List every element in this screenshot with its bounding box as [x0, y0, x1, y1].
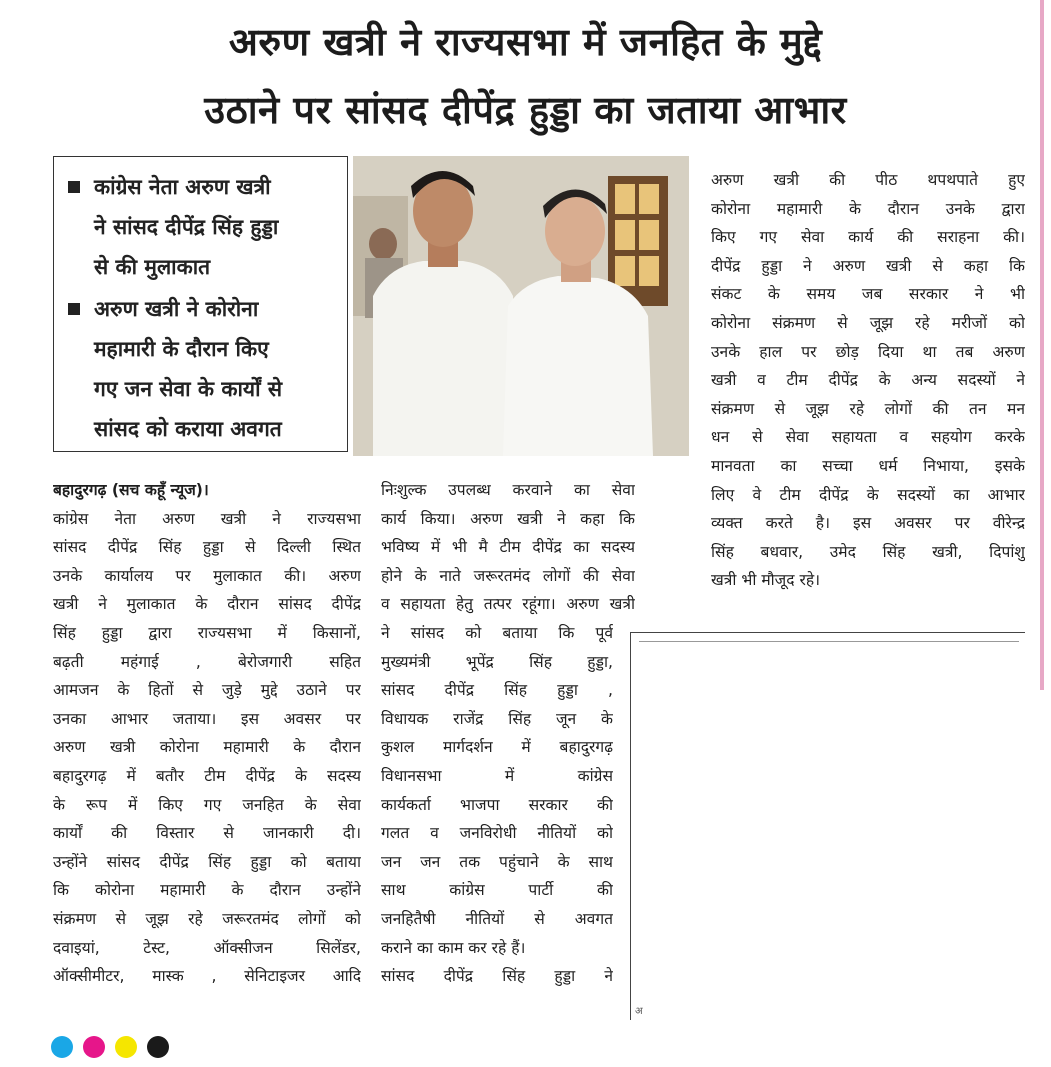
article-line: सांसद दीपेंद्र सिंह हुड्डा ने: [381, 967, 613, 986]
article-line: जनहितैषी नीतियों से अवगत: [381, 909, 613, 928]
article-line: अरुण खत्री की पीठ थपथपाते हुए: [711, 171, 1025, 189]
article-line: गलत व जनविरोधी नीतियों को: [381, 824, 613, 843]
article-line: कुशल मार्गदर्शन में बहादुरगढ़: [381, 738, 613, 757]
article-line: निःशुल्क उपलब्ध करवाने का सेवा: [381, 481, 635, 499]
black-dot-icon: [147, 1036, 169, 1058]
article-line: कांग्रेस नेता अरुण खत्री ने राज्यसभा: [53, 509, 361, 528]
square-bullet-icon: [68, 181, 80, 193]
article-line: विधायक राजेंद्र सिंह जून के: [381, 709, 613, 728]
article-line: लिए वे टीम दीपेंद्र के सदस्यों का आभार: [711, 485, 1025, 504]
ad-text-fragment: अ: [635, 1006, 643, 1017]
magenta-dot-icon: [83, 1036, 105, 1058]
article-line: कि कोरोना महामारी के दौरान उन्होंने: [53, 881, 361, 900]
article-line: मानवता का सच्चा धर्म निभाया, इसके: [711, 456, 1025, 475]
article-line: बहादुरगढ़ (सच कहूँ न्यूज)।: [53, 481, 209, 499]
article-line: खत्री व टीम दीपेंद्र के अन्य सदस्यों ने: [711, 371, 1025, 390]
article-line: धन से सेवा सहायता व सहयोग करके: [711, 428, 1025, 447]
article-line: कराने का काम कर रहे हैं।: [381, 938, 526, 957]
article-line: सांसद दीपेंद्र सिंह हुड्डा ,: [381, 681, 613, 700]
article-line: कोरोना महामारी के दौरान उनके द्वारा: [711, 199, 1025, 218]
article-line: किए गए सेवा कार्य की सराहना की।: [711, 228, 1025, 247]
article-line: बहादुरगढ़ में बतौर टीम दीपेंद्र के सदस्य: [53, 766, 361, 785]
article-line: खत्री ने मुलाकात के दौरान सांसद दीपेंद्र: [53, 595, 361, 614]
headline-line-2: उठाने पर सांसद दीपेंद्र हुड्डा का जताया आभार: [204, 88, 847, 132]
article-line: खत्री भी मौजूद रहे।: [711, 571, 821, 590]
article-line: बढ़ती महंगाई , बेरोजगारी सहित: [53, 652, 361, 671]
article-line: दवाइयां, टेस्ट, ऑक्सीजन सिलेंडर,: [53, 938, 361, 957]
headline-line-1: अरुण खत्री ने राज्यसभा में जनहित के मुद्दे: [228, 20, 823, 64]
article-line: ने सांसद को बताया कि पूर्व: [381, 623, 613, 642]
article-line: कार्य किया। अरुण खत्री ने कहा कि: [381, 509, 635, 528]
article-line: होने के नाते जरूरतमंद लोगों की सेवा: [381, 566, 635, 585]
article-column-3: [711, 166, 1025, 595]
article-line: सांसद दीपेंद्र सिंह हुड्डा से दिल्ली स्थित: [53, 538, 361, 557]
yellow-dot-icon: [115, 1036, 137, 1058]
article-line: कोरोना संक्रमण से जूझ रहे मरीजों को: [711, 313, 1025, 332]
adjacent-ad-box: [630, 632, 1025, 1020]
news-photo: [353, 156, 689, 456]
article-line: संक्रमण से जूझ रहे जरूरतमंद लोगों को: [53, 909, 361, 928]
ad-inner-rule: [639, 641, 1019, 642]
square-bullet-icon: [68, 303, 80, 315]
article-line: ऑक्सीमीटर, मास्क , सेनिटाइजर आदि: [53, 967, 361, 986]
article-line: भविष्य में भी मै टीम दीपेंद्र का सदस्य: [381, 538, 635, 557]
article-line: आमजन के हितों से जुड़े मुद्दे उठाने पर: [53, 681, 361, 700]
article-line: उन्होंने सांसद दीपेंद्र सिंह हुड्डा को बताया: [53, 852, 361, 871]
article-column-2: [381, 476, 635, 991]
article-line: जन जन तक पहुंचाने के साथ: [381, 852, 613, 871]
article-line: के रूप में किए गए जनहित के सेवा: [53, 795, 361, 814]
article-line: अरुण खत्री कोरोना महामारी के दौरान: [53, 738, 361, 757]
highlight-text: अरुण खत्री ने कोरोना महामारी के दौरान किए गए जन सेवा के कार्यों से सांसद को कराया अवगत: [94, 297, 283, 441]
article-line: उनका आभार जताया। इस अवसर पर: [53, 709, 361, 728]
registration-dots: [51, 1036, 169, 1058]
article-line: मुख्यमंत्री भूपेंद्र सिंह हुड्डा,: [381, 652, 613, 671]
article-line: संक्रमण से जूझ रहे लोगों की तन मन: [711, 399, 1025, 418]
article-line: उनके कार्यालय पर मुलाकात की। अरुण: [53, 566, 361, 585]
article-line: कार्यकर्ता भाजपा सरकार की: [381, 795, 613, 814]
highlight-item: [66, 167, 339, 287]
article-line: व सहायता हेतु तत्पर रहूंगा। अरुण खत्री: [381, 595, 635, 614]
article-line: सिंह बधवार, उमेद सिंह खत्री, दिपांशु: [711, 542, 1025, 561]
article-line: उनके हाल पर छोड़ दिया था तब अरुण: [711, 342, 1025, 361]
article-line: विधानसभा में कांग्रेस: [381, 766, 613, 785]
article-column-1: [53, 476, 361, 991]
article-line: साथ कांग्रेस पार्टी की: [381, 881, 613, 900]
highlights-box: [53, 156, 348, 452]
cyan-dot-icon: [51, 1036, 73, 1058]
highlight-text: कांग्रेस नेता अरुण खत्री ने सांसद दीपेंद्र सिंह हुड्डा से की मुलाकात: [94, 175, 279, 279]
article-line: दीपेंद्र हुड्डा ने अरुण खत्री से कहा कि: [711, 256, 1025, 275]
article-line: सिंह हुड्डा द्वारा राज्यसभा में किसानों,: [53, 623, 361, 642]
article-line: कार्यों की विस्तार से जानकारी दी।: [53, 824, 361, 843]
highlight-item: [66, 289, 339, 449]
article-line: संकट के समय जब सरकार ने भी: [711, 285, 1025, 304]
article-line: व्यक्त करते है। इस अवसर पर वीरेन्द्र: [711, 514, 1025, 533]
